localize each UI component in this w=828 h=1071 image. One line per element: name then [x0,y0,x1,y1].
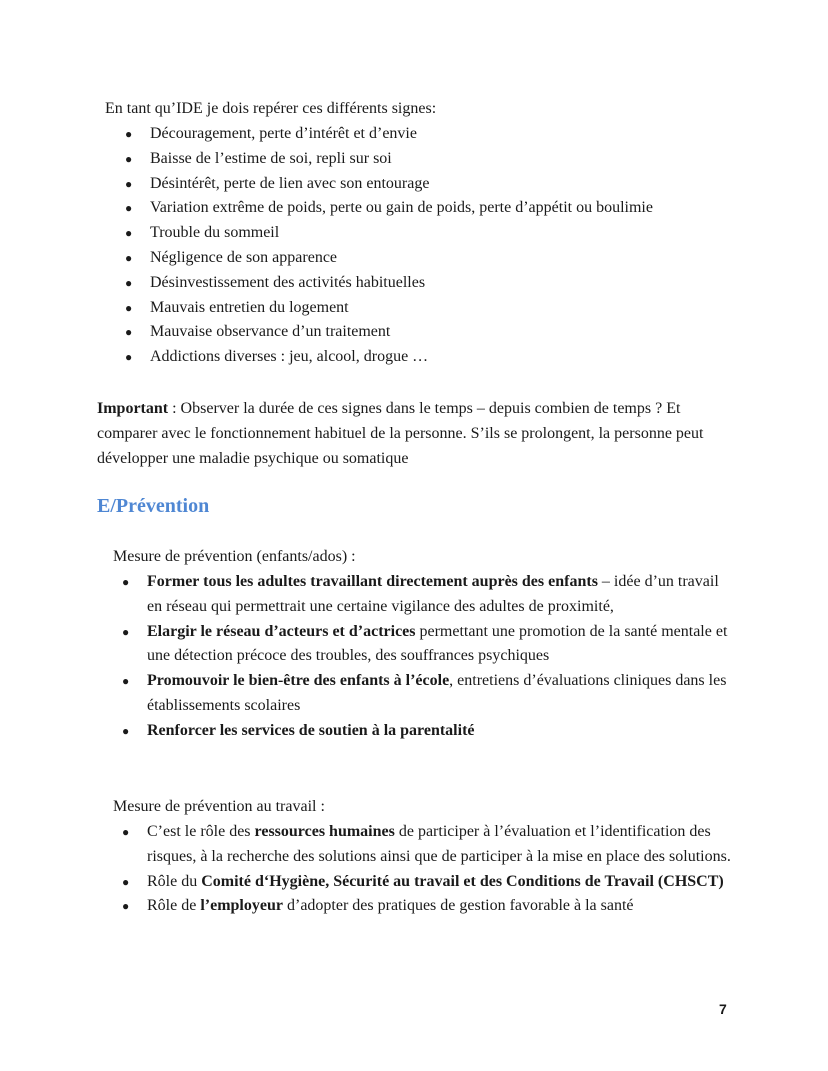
signs-intro: En tant qu’IDE je dois repérer ces différents signes: [105,100,437,117]
section-heading: E/Prévention [97,495,210,517]
bullet-icon: ● [122,825,130,839]
bold-text: Promouvoir le bien-être des enfants à l’école [147,672,450,690]
bullet-icon: ● [125,325,133,340]
list-item [122,719,737,744]
bold-text: Important [97,400,169,417]
bullet-icon: ● [122,899,130,914]
work-list [122,820,742,919]
list-item [122,894,742,919]
list-item [122,669,737,719]
bullet-icon: ● [122,874,130,889]
list-item [125,147,750,172]
bold-text: Comité d‘Hygiène, Sécurité au travail et des Conditions de Travail (CHSCT) [201,872,724,890]
bullet-icon: ● [125,275,133,290]
bullet-icon: ● [125,176,133,191]
text: Baisse de l’estime de soi, repli sur soi [150,149,392,167]
bullet-icon: ● [125,127,133,141]
work-intro: Mesure de prévention au travail : [113,798,325,815]
text: : Observer la durée de ces signes dans le temps – depuis combien de temps ? Et comparer avec le fonctionnement habituel de la personne. S’ils se prolongent, la personne peut développer une maladie psychique ou somatique [97,400,704,467]
text: Rôle de [147,897,201,915]
list-item [125,196,750,221]
text: d’adopter des pratiques de gestion favorable à la santé [282,897,634,915]
list-item [125,296,750,321]
list-item [122,820,742,870]
bullet-icon: ● [125,350,133,365]
list-item [122,620,737,670]
text: Découragement, perte d’intérêt et d’envie [150,125,417,142]
bullet-icon: ● [125,250,133,265]
list-item [125,345,750,370]
bullet-icon: ● [122,674,130,689]
bold-text: Former tous les adultes travaillant directement auprès des enfants [147,573,598,590]
bullet-icon: ● [125,226,133,241]
list-item [125,221,750,246]
page-number: 7 [719,1001,727,1017]
list-item [122,870,742,895]
text: Négligence de son apparence [150,248,338,266]
list-item [125,246,750,271]
bullet-icon: ● [125,151,133,166]
signs-list [125,122,750,370]
list-item [125,271,750,296]
youth-intro: Mesure de prévention (enfants/ados) : [113,548,356,565]
text: Mauvais entretien du logement [150,298,349,316]
bullet-icon: ● [122,624,130,639]
text: – idée d’un travail en réseau qui permettrait une certaine vigilance des adultes de proximité, [147,573,719,615]
bold-text: ressources humaines [254,823,395,840]
text: Désintérêt, perte de lien avec son entourage [150,174,430,192]
text: C’est le rôle des [147,823,255,840]
bullet-icon: ● [122,723,130,738]
text: Addictions diverses : jeu, alcool, drogue … [150,348,429,366]
text: Variation extrême de poids, perte ou gain de poids, perte d’appétit ou boulimie [150,199,653,217]
youth-list [122,570,737,744]
important-paragraph [97,397,737,471]
bullet-icon: ● [122,575,130,589]
text: Désinvestissement des activités habituelles [150,273,426,291]
bold-text: Elargir le réseau d’acteurs et d’actrices [147,622,416,640]
bullet-icon: ● [125,201,133,216]
list-item [125,320,750,345]
text: , entretiens d’évaluations cliniques dans les établissements scolaires [147,672,727,714]
list-item [125,172,750,197]
text: permettant une promotion de la santé mentale et une détection précoce des troubles, des souffrances psychiques [147,622,728,665]
list-item [122,570,737,620]
bold-text: Renforcer les services de soutien à la parentalité [147,721,475,739]
text: Trouble du sommeil [150,224,280,242]
bullet-icon: ● [125,300,133,315]
text: Mauvaise observance d’un traitement [150,323,391,341]
list-item [125,122,750,147]
text: Rôle du [147,872,202,890]
text: de participer à l’évaluation et l’identification des risques, à la recherche des solutions ainsi que de participer à la mise en place des solutions. [147,823,731,865]
bold-text: l’employeur [200,897,283,915]
